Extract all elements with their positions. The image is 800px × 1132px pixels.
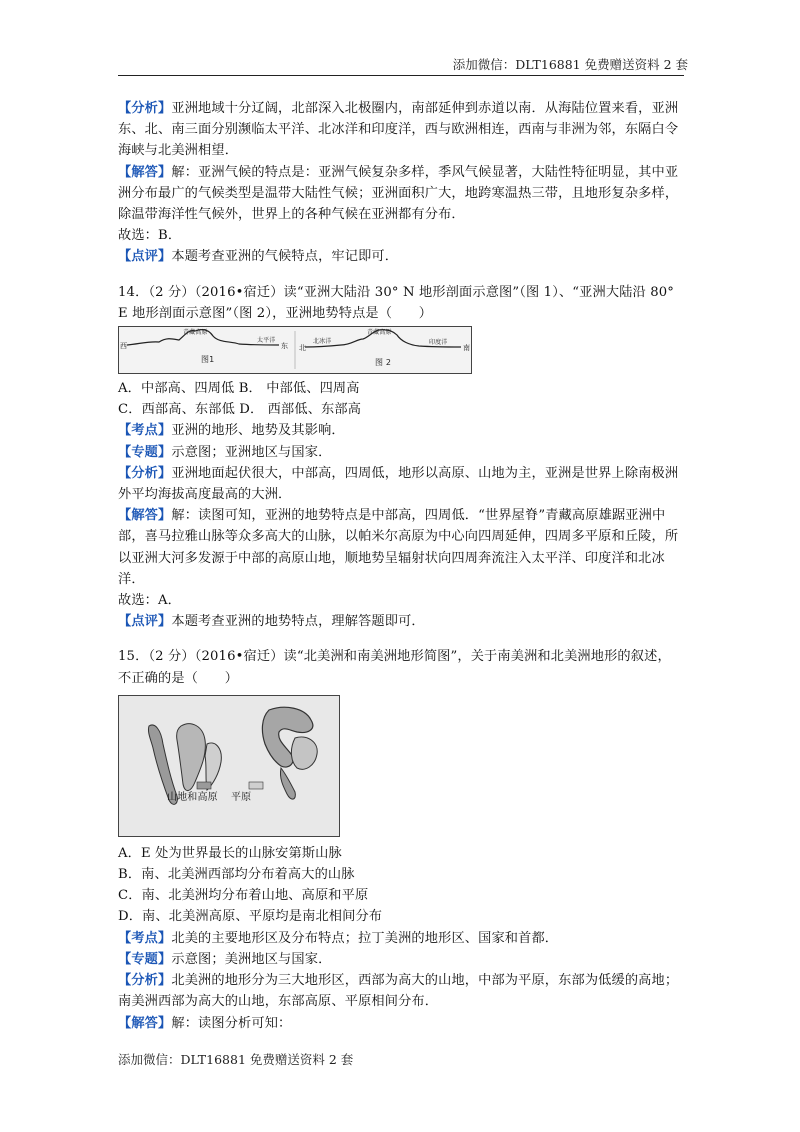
q15-point <box>118 928 684 949</box>
q14-option-ab: A．中部高、四周低 B． 中部低、四周高 <box>118 381 360 397</box>
legend-plain-swatch <box>249 782 263 789</box>
answer-text: 解：亚洲气候的特点是：亚洲气候复杂多样，季风气候显著，大陆性特征明显，其中亚洲分布最广的气候类型是温带大陆性气候；亚洲面积广大，地跨寒温热三带，且地形复杂多样，除温带海洋性气候外，世界上的各种气候在亚洲都有分布． <box>118 164 679 223</box>
profile-1-east: 东 <box>281 342 289 351</box>
profile-2-south: 南 <box>463 344 471 353</box>
americas-terrain-map <box>119 696 339 836</box>
point-text: 北美的主要地形区及分布特点；拉丁美洲的地形区、国家和首都． <box>171 930 559 946</box>
profile-2-north: 北 <box>299 344 307 353</box>
q15-option-d: D．南、北美洲高原、平原均是南北相间分布 <box>118 909 383 925</box>
analysis-tag: 【分析】 <box>118 973 172 989</box>
analysis-text: 亚洲地面起伏很大，中部高，四周低，地形以高原、山地为主，亚洲是世界上除南极洲外平均海拔高度最高的大洲． <box>118 465 679 503</box>
page-header: 添加微信：DLT16881 免费赠送资料 2 套 <box>452 57 688 72</box>
profile-1-west: 西 <box>120 342 128 351</box>
profile-2-arctic: 北冰洋 <box>313 338 332 346</box>
q14-figure-profiles <box>118 326 472 374</box>
figure-2-caption: 图 2 <box>375 358 392 368</box>
q13-analysis <box>118 98 684 162</box>
legend-plain-label: 平原 <box>231 791 252 803</box>
answer-tag: 【解答】 <box>118 164 172 180</box>
profile-1-peak-label: 青藏高原 <box>183 329 208 337</box>
analysis-text: 亚洲地域十分辽阔，北部深入北极圈内，南部延伸到赤道以南．从海陆位置来看，亚洲东、北、南三面分别濒临太平洋、北冰洋和印度洋，西与欧洲相连，西南与非洲为邻，东隔白令海峡与北美洲相望． <box>118 101 679 159</box>
profile-2-peak-label: 青藏高原 <box>367 329 392 337</box>
header-divider <box>118 75 684 76</box>
analysis-tag: 【分析】 <box>118 465 172 481</box>
q13-comment <box>118 246 684 267</box>
topic-tag: 【专题】 <box>118 951 172 967</box>
comment-text: 本题考查亚洲的气候特点，牢记即可． <box>171 249 399 265</box>
legend-mountain-swatch <box>197 782 211 789</box>
q15-option-a: A．E 处为世界最长的山脉安第斯山脉 <box>118 845 342 861</box>
point-tag: 【考点】 <box>118 423 172 439</box>
q14-option-cd: C．西部高、东部低 D． 西部低、东部高 <box>118 402 362 418</box>
point-tag: 【考点】 <box>118 930 172 946</box>
document-body <box>118 98 684 1034</box>
answer-tag: 【解答】 <box>118 508 172 524</box>
comment-tag: 【点评】 <box>118 249 172 265</box>
q14-comment <box>118 611 684 632</box>
q15-topic <box>118 949 684 970</box>
q14-choice: 故选：A． <box>118 593 182 609</box>
topic-tag: 【专题】 <box>118 444 172 460</box>
topic-text: 示意图；美洲地区与国家． <box>171 951 332 967</box>
answer-text: 解：读图可知，亚洲的地势特点是中部高，四周低．“世界屋脊”青藏高原雄踞亚洲中部，喜马拉雅山脉等众多高大的山脉，以帕米尔高原为中心向四周延伸，四周多平原和丘陵，所以亚洲大河多发源于中部的高原山地，顺地势呈辐射状向四周奔流注入太平洋、印度洋和北冰洋． <box>118 508 679 587</box>
q15-figure-americas-map <box>118 695 340 837</box>
profile-2-indian: 印度洋 <box>429 339 448 347</box>
q15-option-c: C．南、北美洲均分布着山地、高原和平原 <box>118 888 369 904</box>
q14-topic <box>118 442 684 463</box>
q13-answer <box>118 162 684 226</box>
q13-choice: 故选：B． <box>118 228 182 244</box>
analysis-tag: 【分析】 <box>118 101 172 116</box>
terrain-profile-image <box>119 327 471 373</box>
q14-analysis <box>118 463 684 505</box>
comment-tag: 【点评】 <box>118 614 172 630</box>
legend-mountain-label: 山地和高原 <box>167 791 218 803</box>
answer-text: 解：读图分析可知： <box>171 1015 292 1031</box>
figure-1-caption: 图1 <box>201 355 215 365</box>
profile-1-pacific: 太平洋 <box>257 337 276 345</box>
q15-option-b: B．南、北美洲西部均分布着高大的山脉 <box>118 867 355 883</box>
q15-stem: 15．（2 分）（2016•宿迁）读“北美洲和南美洲地形简图”，关于南美洲和北美洲地形的叙述，不正确的是（ ） <box>118 649 671 686</box>
topic-text: 示意图；亚洲地区与国家． <box>171 444 332 460</box>
analysis-text: 北美洲的地形分为三大地形区，西部为高大的山地，中部为平原，东部为低缓的高地；南美洲西部为高大的山地，东部高原、平原相间分布． <box>118 973 679 1010</box>
point-text: 亚洲的地形、地势及其影响． <box>171 423 345 439</box>
page-footer: 添加微信：DLT16881 免费赠送资料 2 套 <box>118 1052 354 1067</box>
q14-answer <box>118 505 684 590</box>
q14-stem: 14．（2 分）（2016•宿迁）读“亚洲大陆沿 30° N 地形剖面示意图”（图 1）、“亚洲大陆沿 80° E 地形剖面示意图”（图 2），亚洲地势特点是（ ） <box>118 284 675 321</box>
q14-point <box>118 420 684 441</box>
q15-answer <box>118 1013 684 1034</box>
q15-analysis <box>118 970 684 1012</box>
answer-tag: 【解答】 <box>118 1015 172 1031</box>
comment-text: 本题考查亚洲的地势特点，理解答题即可． <box>171 614 425 630</box>
